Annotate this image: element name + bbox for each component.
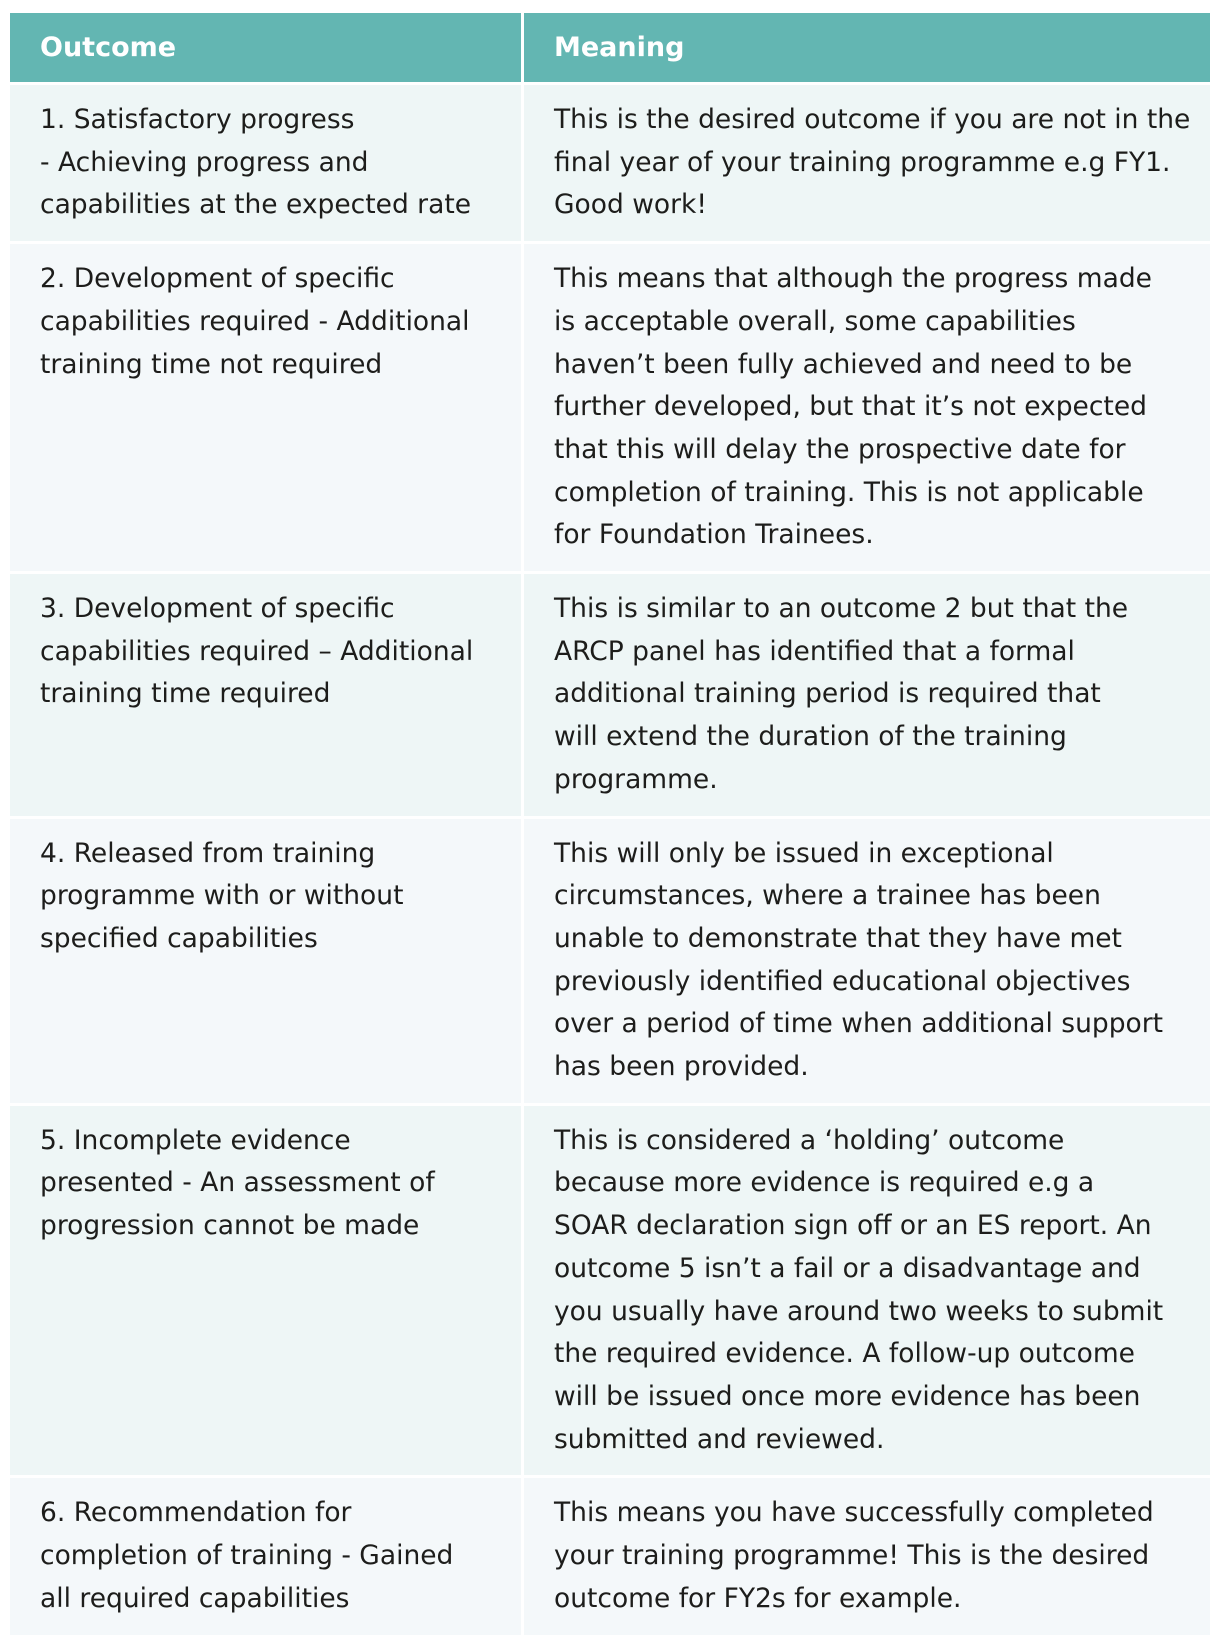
meaning-cell: [524, 1478, 1210, 1634]
outcome-line: 2. Development of specific: [40, 263, 395, 295]
outcome-cell: [10, 244, 521, 571]
outcome-cell: [10, 819, 521, 1103]
outcome-line: capabilities at the expected rate: [40, 189, 472, 221]
meaning-line: outcome for FY2s for example.: [554, 1582, 962, 1614]
outcome-cell: [10, 1478, 521, 1634]
outcome-line: capabilities required – Additional: [40, 635, 474, 667]
outcome-line: programme with or without: [40, 880, 404, 912]
meaning-line: ARCP panel has identified that a formal: [554, 635, 1075, 667]
outcome-cell: [10, 85, 521, 241]
meaning-line: will be issued once more evidence has been: [554, 1380, 1141, 1412]
meaning-cell: [524, 819, 1210, 1103]
meaning-line: SOAR declaration sign off or an ES report. An: [554, 1210, 1152, 1242]
meaning-cell: [524, 85, 1210, 241]
meaning-line: has been provided.: [554, 1051, 809, 1083]
meaning-line: additional training period is required that: [554, 678, 1101, 710]
meaning-line: unable to demonstrate that they have met: [554, 922, 1122, 954]
meaning-line: is acceptable overall, some capabilities: [554, 305, 1076, 337]
outcome-line: 6. Recommendation for: [40, 1497, 352, 1529]
outcome-cell: [10, 1106, 521, 1476]
outcomes-table: [10, 13, 1210, 1638]
meaning-cell: [524, 244, 1210, 571]
meaning-line: circumstances, where a trainee has been: [554, 880, 1101, 912]
meaning-line: for Foundation Trainees.: [554, 519, 874, 551]
outcome-line: 4. Released from training: [40, 837, 376, 869]
outcome-line: 5. Incomplete evidence: [40, 1124, 351, 1156]
table-header-row: [10, 13, 1210, 82]
meaning-cell: [524, 574, 1210, 816]
outcome-line: - Achieving progress and: [40, 146, 369, 178]
table-row: [10, 1478, 1210, 1634]
meaning-line: you usually have around two weeks to submit: [554, 1295, 1164, 1327]
meaning-line: Good work!: [554, 189, 707, 221]
meaning-line: This means you have successfully completed: [554, 1497, 1154, 1529]
outcome-line: specified capabilities: [40, 922, 318, 954]
outcome-line: 1. Satisfactory progress: [40, 104, 355, 135]
outcome-line: capabilities required - Additional: [40, 305, 470, 337]
outcome-line: all required capabilities: [40, 1582, 350, 1614]
table-row: [10, 85, 1210, 241]
outcome-line: presented - An assessment of: [40, 1167, 435, 1199]
outcome-line: training time not required: [40, 348, 383, 380]
meaning-line: haven’t been fully achieved and need to be: [554, 348, 1133, 380]
outcome-line: progression cannot be made: [40, 1210, 420, 1242]
meaning-line: This will only be issued in exceptional: [554, 837, 1054, 869]
table-row: [10, 1106, 1210, 1476]
meaning-line: final year of your training programme e.g FY1.: [554, 146, 1171, 178]
table-row: [10, 819, 1210, 1103]
meaning-line: further developed, but that it’s not expected: [554, 391, 1147, 423]
meaning-line: This is the desired outcome if you are not in the: [554, 104, 1191, 135]
meaning-line: because more evidence is required e.g a: [554, 1167, 1095, 1199]
meaning-line: This is similar to an outcome 2 but that the: [554, 593, 1129, 625]
meaning-line: This means that although the progress made: [554, 263, 1152, 295]
meaning-line: the required evidence. A follow-up outcome: [554, 1338, 1135, 1370]
outcome-line: 3. Development of specific: [40, 593, 395, 625]
meaning-line: completion of training. This is not applicable: [554, 476, 1144, 508]
header-outcome: Outcome: [10, 13, 521, 82]
meaning-line: submitted and reviewed.: [554, 1423, 885, 1455]
outcome-line: completion of training - Gained: [40, 1540, 454, 1572]
meaning-line: over a period of time when additional support: [554, 1008, 1164, 1040]
meaning-cell: [524, 1106, 1210, 1476]
header-meaning: Meaning: [524, 13, 1210, 82]
table-row: [10, 244, 1210, 571]
meaning-line: that this will delay the prospective date for: [554, 433, 1126, 465]
outcome-cell: [10, 574, 521, 816]
meaning-line: outcome 5 isn’t a fail or a disadvantage and: [554, 1252, 1141, 1284]
outcome-line: training time required: [40, 678, 331, 710]
table-body: [10, 85, 1210, 1635]
table-row: [10, 574, 1210, 816]
meaning-line: will extend the duration of the training: [554, 721, 1067, 753]
meaning-line: programme.: [554, 763, 718, 795]
meaning-line: This is considered a ‘holding’ outcome: [554, 1124, 1065, 1156]
meaning-line: previously identified educational objectives: [554, 965, 1131, 997]
meaning-line: your training programme! This is the desired: [554, 1540, 1150, 1572]
